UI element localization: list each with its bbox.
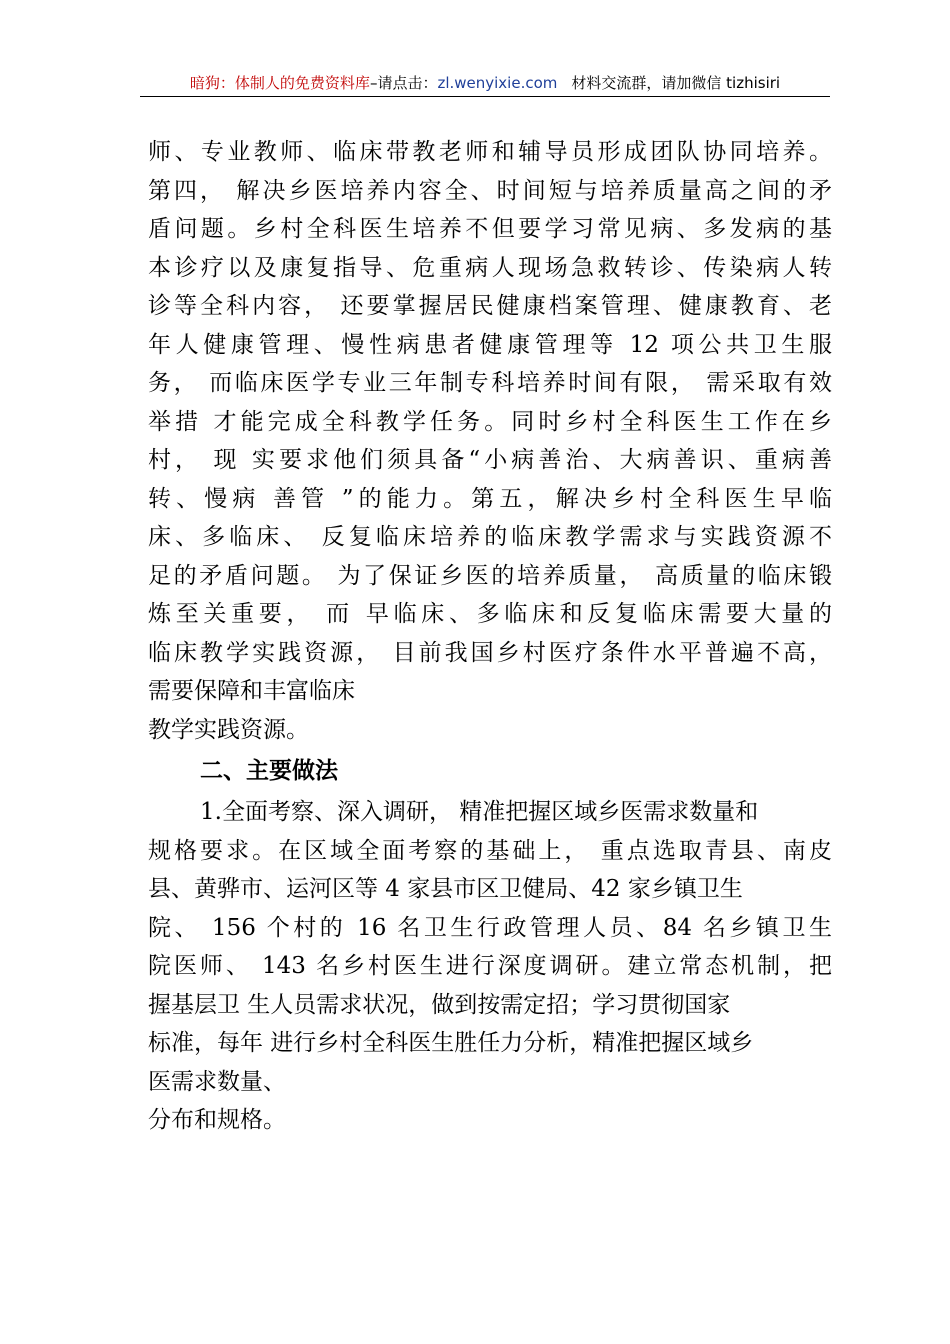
text-line: 县、黄骅市、运河区等 4 家县市区卫健局、42 家乡镇卫生 — [148, 876, 743, 902]
text-line: 第四， 解决乡医培养内容全、时间短与培养质量高之间的矛 — [148, 177, 832, 204]
text-line: 1.全面考察、深入调研， 精准把握区域乡医需求数量和 — [200, 799, 759, 825]
text-line: 足的矛盾问题。 为了保证乡医的培养质量， 高质量的临床锻 — [148, 562, 832, 589]
text-line: 床、多临床、 反复临床培养的临床教学需求与实践资源不 — [148, 524, 832, 550]
text-line: 举措 才能完成全科教学任务。同时乡村全科医生工作在乡 — [148, 408, 832, 435]
text-line: 炼至关重要， 而 早临床、多临床和反复临床需要大量的 — [148, 601, 832, 627]
text-line: 转、慢病 善管 ”的能力。第五，解决乡村全科医生早临 — [148, 485, 832, 512]
section-heading: 二、主要做法 — [200, 758, 338, 784]
text-line: 师、专业教师、临床带教老师和辅导员形成团队协同培养。 — [148, 139, 832, 165]
document-body — [148, 133, 832, 1140]
header-group-note: 材料交流群，请加微信 tizhisiri — [571, 74, 781, 92]
paragraph-1 — [148, 133, 832, 749]
header-site-name: 暗狗：体制人的免费资料库 — [189, 74, 370, 92]
text-line: 临床教学实践资源， 目前我国乡村医疗条件水平普遍不高， — [148, 639, 832, 666]
text-line: 握基层卫 生人员需求状况，做到按需定招；学习贯彻国家 — [148, 991, 731, 1018]
text-line: 院医师、 143 名乡村医生进行深度调研。建立常态机制，把 — [148, 953, 832, 979]
header-click-prompt: –请点击： — [369, 74, 438, 92]
text-line: 标准，每年 进行乡村全科医生胜任力分析，精准把握区域乡 — [148, 1030, 754, 1056]
text-line: 年人健康管理、慢性病患者健康管理等 12 项公共卫生服 — [148, 331, 832, 358]
paragraph-2 — [148, 793, 832, 1140]
text-line: 分布和规格。 — [148, 1107, 286, 1133]
text-line: 需要保障和丰富临床 — [148, 678, 355, 704]
text-line: 规格要求。在区域全面考察的基础上， 重点选取青县、南皮 — [148, 837, 832, 864]
text-line: 务， 而临床医学专业三年制专科培养时间有限， 需采取有效 — [148, 370, 832, 396]
text-line: 诊等全科内容， 还要掌握居民健康档案管理、健康教育、老 — [148, 293, 832, 319]
text-line: 院、 156 个村的 16 名卫生行政管理人员、84 名乡镇卫生 — [148, 914, 832, 941]
text-line: 盾问题。乡村全科医生培养不但要学习常见病、多发病的基 — [148, 216, 832, 242]
page-header — [140, 72, 830, 97]
text-line: 本诊疗以及康复指导、危重病人现场急救转诊、传染病人转 — [148, 254, 832, 281]
text-line: 村， 现 实要求他们须具备“小病善治、大病善识、重病善 — [148, 447, 832, 473]
text-line: 医需求数量、 — [148, 1068, 286, 1095]
text-line: 教学实践资源。 — [148, 716, 309, 743]
header-url-link[interactable]: zl.wenyixie.com — [437, 74, 558, 92]
